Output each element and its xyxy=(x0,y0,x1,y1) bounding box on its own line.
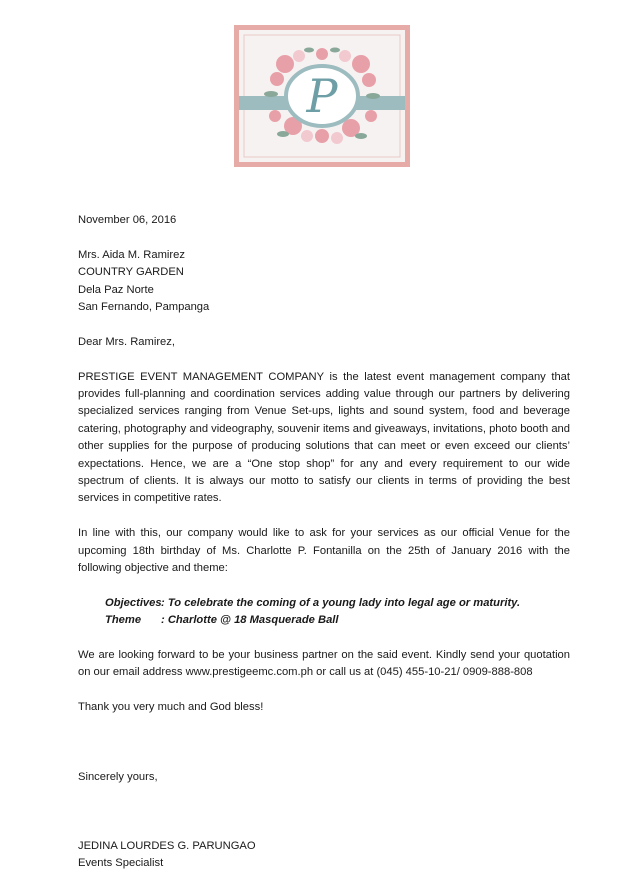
recipient-address-line-2: San Fernando, Pampanga xyxy=(78,301,210,314)
theme-label: Theme xyxy=(105,614,142,627)
company-logo xyxy=(233,24,411,168)
letter-body xyxy=(78,212,570,873)
signer-title: Events Specialist xyxy=(78,857,164,870)
thanks-line: Thank you very much and God bless! xyxy=(78,701,264,714)
recipient-name: Mrs. Aida M. Ramirez xyxy=(78,248,185,261)
floral-p-emblem-icon xyxy=(233,24,411,168)
intro-paragraph: PRESTIGE EVENT MANAGEMENT COMPANY is the latest event management company that provides full-planning and coordination services adding value through our partners by delivering specialized services ranging from Venue Set-ups, lights and sound system, food and beverage catering, photography and videography, souvenir items and giveaways, invitations, photo booth and other supplies for the purpose of producing solutions that can meet or even exceed our clients’ expectations. Hence, we are a “One stop shop” for any and every requirement to our wide spectrum of clients. It is always our motto to satisfy our clients in terms of providing the best services in competitive rates. xyxy=(78,370,570,505)
recipient-company: COUNTRY GARDEN xyxy=(78,266,184,279)
objectives-value: : To celebrate the coming of a young lady into legal age or maturity. xyxy=(161,596,521,609)
signer-name: JEDINA LOURDES G. PARUNGAO xyxy=(78,840,256,853)
theme-line xyxy=(78,612,570,629)
salutation: Dear Mrs. Ramirez, xyxy=(78,335,175,348)
theme-value: : Charlotte @ 18 Masquerade Ball xyxy=(161,614,339,627)
objectives-line xyxy=(78,595,570,612)
closing-line: Sincerely yours, xyxy=(78,770,158,783)
contact-paragraph: We are looking forward to be your business partner on the said event. Kindly send your quotation on our email address www.prestigeemc.com.ph or call us at (045) 455-10-21/ 0909-888-808 xyxy=(78,649,570,679)
objectives-label: Objectives xyxy=(105,596,162,609)
recipient-address-line-1: Dela Paz Norte xyxy=(78,283,154,296)
svg-text:P: P xyxy=(306,69,338,123)
letter-date: November 06, 2016 xyxy=(78,214,177,226)
request-paragraph: In line with this, our company would like to ask for your services as our official Venue for the upcoming 18th birthday of Ms. Charlotte P. Fontanilla on the 25th of January 2016 with the following objective and theme: xyxy=(78,527,570,575)
